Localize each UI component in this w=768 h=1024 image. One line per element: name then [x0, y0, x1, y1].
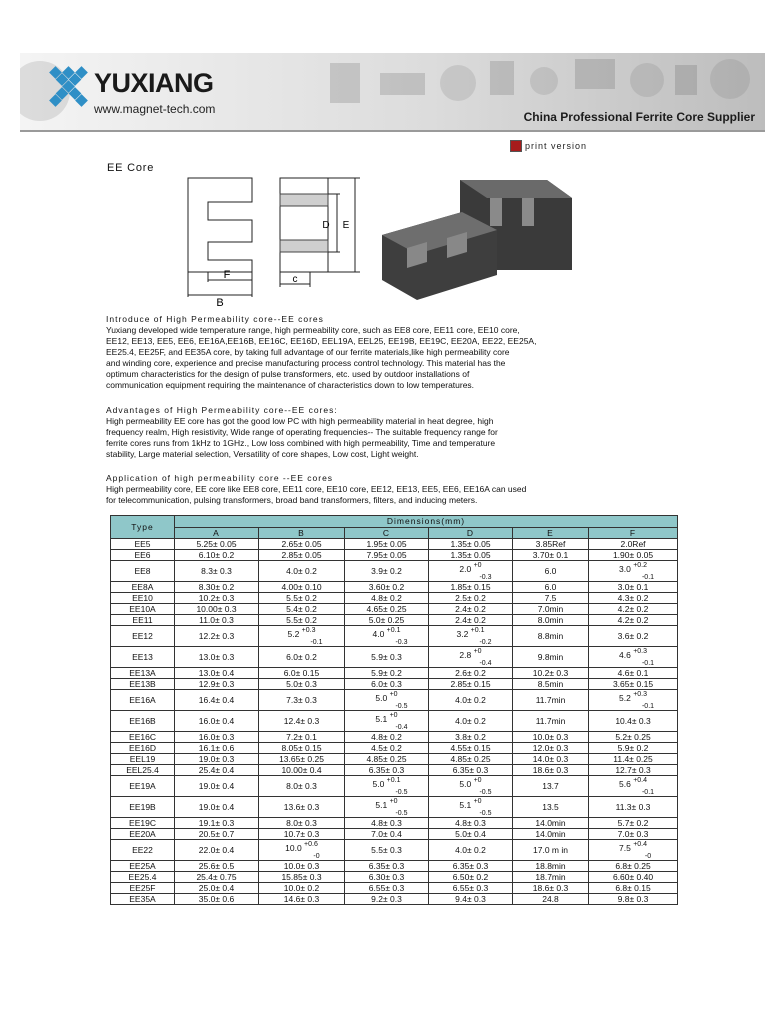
table-row: [111, 872, 678, 883]
dimension-cell: 19.1± 0.3: [175, 818, 259, 829]
column-header: B: [259, 527, 345, 539]
dimension-cell: 6.55± 0.3: [429, 883, 513, 894]
dimension-cell: 4.3± 0.2: [589, 593, 678, 604]
dimension-cell: 7.3± 0.3: [259, 690, 345, 711]
dimension-cell: 12.7± 0.3: [589, 765, 678, 776]
dimension-cell: 5.0± 0.4: [429, 829, 513, 840]
label-b: B: [216, 297, 224, 309]
dimension-cell: 25.0± 0.4: [175, 883, 259, 894]
table-row: [111, 754, 678, 765]
table-row: [111, 582, 678, 593]
dimension-cell: 2.85± 0.05: [259, 550, 345, 561]
dimension-cell: 10.0± 0.2: [259, 883, 345, 894]
table-row: [111, 690, 678, 711]
dimension-cell: 13.6± 0.3: [259, 797, 345, 818]
table-row: [111, 668, 678, 679]
label-d: D: [322, 220, 330, 231]
dimension-cell: 11.7min: [513, 690, 589, 711]
table-row: [111, 894, 678, 905]
section-advantages: [106, 405, 606, 460]
dimension-cell: 3.70± 0.1: [513, 550, 589, 561]
paragraph-line: High permeability core, EE core like EE8 core, EE11 core, EE10 core, EE12, EE13, EE5, EE6, EE16A can used: [106, 484, 527, 494]
dimension-cell: 14.6± 0.3: [259, 894, 345, 905]
dimension-cell: 10.2± 0.3: [175, 593, 259, 604]
dimension-cell: 2.8 $^{+0}$ -0.4: [429, 647, 513, 668]
dimension-cell: 5.2 $^{+0.3}$ -0.1: [259, 626, 345, 647]
paragraph-line: EE12, EE13, EE5, EE6, EE16A,EE16B, EE16C, EE16D, EEL19A, EEL25, EE19B, EE19C, EE20A, EE22, EE25A,: [106, 336, 537, 346]
dimension-cell: 4.6 $^{+0.3}$ -0.1: [589, 647, 678, 668]
dimension-cell: 8.0± 0.3: [259, 776, 345, 797]
dimension-cell: 17.0 m in: [513, 840, 589, 861]
dimension-cell: 6.0± 0.3: [345, 679, 429, 690]
table-row: [111, 539, 678, 550]
paragraph-line: High permeability EE core has got the good low PC with high permeability material in heat degree, high: [106, 416, 494, 426]
dimension-cell: 18.6± 0.3: [513, 765, 589, 776]
label-c: c: [292, 274, 298, 285]
column-header: A: [175, 527, 259, 539]
print-icon: [510, 140, 522, 152]
core-type-cell: EE19A: [111, 776, 175, 797]
dimension-cell: 4.85± 0.25: [429, 754, 513, 765]
dimension-cell: 8.3± 0.3: [175, 561, 259, 582]
dimension-cell: 3.9± 0.2: [345, 561, 429, 582]
core-type-cell: EE25.4: [111, 872, 175, 883]
dimension-cell: 11.0± 0.3: [175, 615, 259, 626]
dimension-cell: 6.0± 0.2: [259, 647, 345, 668]
dimension-cell: 3.6± 0.2: [589, 626, 678, 647]
table-row: [111, 883, 678, 894]
print-version-link[interactable]: [510, 140, 587, 152]
core-type-cell: EE16A: [111, 690, 175, 711]
dimension-cell: 3.85Ref: [513, 539, 589, 550]
brand-name: YUXIANG: [94, 68, 214, 98]
core-type-cell: EE11: [111, 615, 175, 626]
core-type-cell: EE13B: [111, 679, 175, 690]
dimension-cell: 18.6± 0.3: [513, 883, 589, 894]
dimension-cell: 10.4± 0.3: [589, 711, 678, 732]
table-row: [111, 550, 678, 561]
dimension-cell: 5.5± 0.2: [259, 593, 345, 604]
dimension-cell: 4.8± 0.3: [429, 818, 513, 829]
decorative-core-image: [380, 73, 425, 95]
dimension-cell: 4.0± 0.2: [429, 711, 513, 732]
tagline: China Professional Ferrite Core Supplier: [523, 110, 755, 124]
dimension-cell: 5.2± 0.25: [589, 732, 678, 743]
dimension-cell: 5.0 $^{+0}$ -0.5: [429, 776, 513, 797]
dimension-cell: 10.0± 0.3: [513, 732, 589, 743]
dimension-cell: 6.10± 0.2: [175, 550, 259, 561]
table-row: [111, 615, 678, 626]
core-type-cell: EE6: [111, 550, 175, 561]
dimension-cell: 4.5± 0.2: [345, 743, 429, 754]
dimension-cell: 19.0± 0.4: [175, 776, 259, 797]
table-row: [111, 679, 678, 690]
dimension-cell: 7.5 $^{+0.4}$ -0: [589, 840, 678, 861]
core-type-cell: EE12: [111, 626, 175, 647]
dimension-cell: 13.5: [513, 797, 589, 818]
dimension-cell: 16.0± 0.3: [175, 732, 259, 743]
table-row: [111, 647, 678, 668]
column-header: D: [429, 527, 513, 539]
dimension-cell: 8.30± 0.2: [175, 582, 259, 593]
core-type-cell: EE8: [111, 561, 175, 582]
table-row: [111, 743, 678, 754]
core-type-cell: EE19B: [111, 797, 175, 818]
decorative-core-image: [675, 65, 697, 95]
table-row: [111, 604, 678, 615]
dimension-cell: 4.65± 0.25: [345, 604, 429, 615]
dimension-cell: 11.7min: [513, 711, 589, 732]
dimension-cell: 5.0 $^{+0}$ -0.5: [345, 690, 429, 711]
dimension-cell: 12.9± 0.3: [175, 679, 259, 690]
dimension-cell: 7.0min: [513, 604, 589, 615]
dimension-cell: 12.4± 0.3: [259, 711, 345, 732]
dimension-cell: 5.4± 0.2: [259, 604, 345, 615]
dimension-cell: 16.4± 0.4: [175, 690, 259, 711]
core-type-cell: EE35A: [111, 894, 175, 905]
yuxiang-logo-icon: [48, 65, 90, 107]
dimension-cell: 5.1 $^{+0}$ -0.5: [345, 797, 429, 818]
dimension-cell: 10.7± 0.3: [259, 829, 345, 840]
dimension-cell: 24.8: [513, 894, 589, 905]
dimension-cell: 19.0± 0.4: [175, 797, 259, 818]
dimension-cell: 25.6± 0.5: [175, 861, 259, 872]
dimension-cell: 10.00± 0.4: [259, 765, 345, 776]
dimension-cell: 6.60± 0.40: [589, 872, 678, 883]
paragraph-line: ferrite cores runs from 1kHz to 1GHz., Low loss combined with high permeability, Time and temperature: [106, 438, 496, 448]
dimension-cell: 4.85± 0.25: [345, 754, 429, 765]
dimension-cell: 10.00± 0.3: [175, 604, 259, 615]
dimension-cell: 19.0± 0.3: [175, 754, 259, 765]
dimension-cell: 2.4± 0.2: [429, 604, 513, 615]
dimension-cell: 4.6± 0.1: [589, 668, 678, 679]
paragraph-line: stability, Large material selection, Versatility of core shapes, Low cost, Light weight.: [106, 449, 419, 459]
dimension-cell: 9.8± 0.3: [589, 894, 678, 905]
dimension-cell: 14.0min: [513, 818, 589, 829]
table-row: [111, 818, 678, 829]
core-type-cell: EE20A: [111, 829, 175, 840]
core-type-cell: EE19C: [111, 818, 175, 829]
dimension-cell: 5.1 $^{+0}$ -0.4: [345, 711, 429, 732]
dimension-cell: 2.65± 0.05: [259, 539, 345, 550]
dimension-cell: 6.35± 0.3: [345, 861, 429, 872]
dimension-cell: 5.6 $^{+0.4}$ -0.1: [589, 776, 678, 797]
dimension-cell: 5.1 $^{+0}$ -0.5: [429, 797, 513, 818]
core-type-cell: EE5: [111, 539, 175, 550]
dimension-cell: 11.3± 0.3: [589, 797, 678, 818]
dimension-cell: 8.0min: [513, 615, 589, 626]
dimension-cell: 5.7± 0.2: [589, 818, 678, 829]
core-type-cell: EE10: [111, 593, 175, 604]
table-row: [111, 861, 678, 872]
dimension-cell: 9.4± 0.3: [429, 894, 513, 905]
dimension-cell: 13.0± 0.3: [175, 647, 259, 668]
paragraph-line: frequency realm, High resistivity, Wide range of operating frequencies-- The suitable frequency range for: [106, 427, 498, 437]
dimension-cell: 1.90± 0.05: [589, 550, 678, 561]
table-row: [111, 797, 678, 818]
dimension-cell: 9.2± 0.3: [345, 894, 429, 905]
dimension-cell: 22.0± 0.4: [175, 840, 259, 861]
dimension-cell: 7.5: [513, 593, 589, 604]
ee-core-photo: [372, 170, 592, 310]
core-type-cell: EE8A: [111, 582, 175, 593]
core-type-cell: EE16D: [111, 743, 175, 754]
dimension-cell: 6.0: [513, 561, 589, 582]
dimension-cell: 10.0 $^{+0.6}$ -0: [259, 840, 345, 861]
dimensions-table: [110, 515, 678, 905]
core-type-cell: EEL25.4: [111, 765, 175, 776]
paragraph-line: for telecommunication, pulsing transformers, broad band transformers, filters, and inducing meters.: [106, 495, 478, 505]
dimension-cell: 4.0 $^{+0.1}$ -0.3: [345, 626, 429, 647]
dimension-cell: 5.0± 0.25: [345, 615, 429, 626]
table-row: [111, 593, 678, 604]
dimension-cell: 13.0± 0.4: [175, 668, 259, 679]
core-type-cell: EE22: [111, 840, 175, 861]
dimension-cell: 3.0 $^{+0.2}$ -0.1: [589, 561, 678, 582]
section-heading: Introduce of High Permeability core--EE cores: [106, 314, 324, 324]
dimension-cell: 6.8± 0.25: [589, 861, 678, 872]
section-application: [106, 473, 606, 506]
column-header: E: [513, 527, 589, 539]
dimension-cell: 8.5min: [513, 679, 589, 690]
dimension-cell: 18.8min: [513, 861, 589, 872]
dimension-cell: 4.00± 0.10: [259, 582, 345, 593]
dimension-cell: 12.0± 0.3: [513, 743, 589, 754]
site-url[interactable]: www.magnet-tech.com: [94, 102, 216, 116]
core-type-cell: EEL19: [111, 754, 175, 765]
decorative-core-image: [530, 67, 558, 95]
dimension-cell: 3.60± 0.2: [345, 582, 429, 593]
dimension-cell: 18.7min: [513, 872, 589, 883]
dimension-cell: 9.8min: [513, 647, 589, 668]
dimension-cell: 4.2± 0.2: [589, 615, 678, 626]
paragraph-line: and winding core, experience and precise manufacturing process control technology. This material has the: [106, 358, 506, 368]
section-introduce: [106, 314, 606, 391]
core-type-cell: EE16C: [111, 732, 175, 743]
dimension-cell: 5.9± 0.2: [589, 743, 678, 754]
dimension-cell: 1.95± 0.05: [345, 539, 429, 550]
dimension-cell: 15.85± 0.3: [259, 872, 345, 883]
ee-core-dimension-drawing: [180, 172, 365, 312]
type-header: Type: [111, 516, 175, 539]
label-f: F: [223, 269, 231, 281]
decorative-core-image: [575, 59, 615, 89]
dimensions-header: Dimensions(mm): [175, 516, 678, 528]
dimension-cell: 1.85± 0.15: [429, 582, 513, 593]
table-row: [111, 626, 678, 647]
core-type-cell: EE13: [111, 647, 175, 668]
dimension-cell: 25.4± 0.75: [175, 872, 259, 883]
dimension-cell: 25.4± 0.4: [175, 765, 259, 776]
dimension-cell: 8.0± 0.3: [259, 818, 345, 829]
dimension-cell: 6.35± 0.3: [429, 765, 513, 776]
dimension-cell: 4.0± 0.2: [429, 690, 513, 711]
core-type-cell: EE25F: [111, 883, 175, 894]
dimension-cell: 5.2 $^{+0.3}$ -0.1: [589, 690, 678, 711]
section-heading: Application of high permeability core --EE cores: [106, 473, 334, 483]
column-header: C: [345, 527, 429, 539]
section-heading: Advantages of High Permeability core--EE cores:: [106, 405, 338, 415]
dimension-cell: 5.9± 0.2: [345, 668, 429, 679]
table-row: [111, 711, 678, 732]
dimension-cell: 4.8± 0.3: [345, 818, 429, 829]
dimension-cell: 1.35± 0.05: [429, 550, 513, 561]
core-type-cell: EE25A: [111, 861, 175, 872]
dimension-cell: 7.0± 0.4: [345, 829, 429, 840]
decorative-core-image: [490, 61, 514, 95]
dimension-cell: 13.7: [513, 776, 589, 797]
dimension-cell: 2.4± 0.2: [429, 615, 513, 626]
dimension-cell: 35.0± 0.6: [175, 894, 259, 905]
table-row: [111, 561, 678, 582]
dimension-cell: 6.35± 0.3: [345, 765, 429, 776]
dimension-cell: 14.0min: [513, 829, 589, 840]
dimension-cell: 5.9± 0.3: [345, 647, 429, 668]
print-version-label: print version: [525, 141, 588, 151]
dimension-cell: 8.05± 0.15: [259, 743, 345, 754]
table-row: [111, 829, 678, 840]
dimension-cell: 7.2± 0.1: [259, 732, 345, 743]
header-banner: [20, 53, 765, 132]
table-row: [111, 776, 678, 797]
dimension-cell: 16.0± 0.4: [175, 711, 259, 732]
decorative-core-image: [630, 63, 664, 97]
dimension-cell: 4.0± 0.2: [429, 840, 513, 861]
dimension-cell: 2.5± 0.2: [429, 593, 513, 604]
page-title: EE Core: [107, 162, 155, 174]
dimension-cell: 5.25± 0.05: [175, 539, 259, 550]
dimension-cell: 4.55± 0.15: [429, 743, 513, 754]
dimension-cell: 6.0± 0.15: [259, 668, 345, 679]
paragraph-line: optimum characteristics for the design of pulse transformers, etc. used by outdoor installations of: [106, 369, 470, 379]
table-row: [111, 840, 678, 861]
dimension-cell: 4.8± 0.2: [345, 732, 429, 743]
paragraph-line: Yuxiang developed wide temperature range, high permeability core, such as EE8 core, EE11 core, EE10 core,: [106, 325, 520, 335]
dimension-cell: 5.0 $^{+0.1}$ -0.5: [345, 776, 429, 797]
decorative-core-image: [710, 59, 750, 99]
dimension-cell: 5.0± 0.3: [259, 679, 345, 690]
dimension-cell: 3.2 $^{+0.1}$ -0.2: [429, 626, 513, 647]
dimension-cell: 7.0± 0.3: [589, 829, 678, 840]
dimension-cell: 4.2± 0.2: [589, 604, 678, 615]
label-e: E: [342, 220, 350, 231]
core-type-cell: EE10A: [111, 604, 175, 615]
dimension-cell: 6.30± 0.3: [345, 872, 429, 883]
dimension-cell: 20.5± 0.7: [175, 829, 259, 840]
table-row: [111, 765, 678, 776]
dimension-cell: 12.2± 0.3: [175, 626, 259, 647]
dimension-cell: 10.0± 0.3: [259, 861, 345, 872]
paragraph-line: communication equipment requiring the maintenance of characteristics down to low temperatures.: [106, 380, 475, 390]
dimension-cell: 13.65± 0.25: [259, 754, 345, 765]
core-type-cell: EE16B: [111, 711, 175, 732]
dimension-cell: 5.5± 0.2: [259, 615, 345, 626]
dimension-cell: 4.8± 0.2: [345, 593, 429, 604]
dimension-cell: 3.0± 0.1: [589, 582, 678, 593]
dimension-cell: 4.0± 0.2: [259, 561, 345, 582]
dimension-cell: 2.0 $^{+0}$ -0.3: [429, 561, 513, 582]
dimension-cell: 6.55± 0.3: [345, 883, 429, 894]
dimension-cell: 11.4± 0.25: [589, 754, 678, 765]
table-row: [111, 732, 678, 743]
paragraph-line: EE25.4, EE25F, and EE35A core, by taking full advantage of our ferrite materials,like high permeability core: [106, 347, 510, 357]
decorative-core-image: [330, 63, 360, 103]
dimension-cell: 3.65± 0.15: [589, 679, 678, 690]
core-type-cell: EE13A: [111, 668, 175, 679]
dimension-cell: 2.85± 0.15: [429, 679, 513, 690]
dimension-cell: 7.95± 0.05: [345, 550, 429, 561]
dimension-cell: 3.8± 0.2: [429, 732, 513, 743]
dimension-cell: 10.2± 0.3: [513, 668, 589, 679]
dimension-cell: 2.0Ref: [589, 539, 678, 550]
dimension-cell: 5.5± 0.3: [345, 840, 429, 861]
dimension-cell: 1.35± 0.05: [429, 539, 513, 550]
dimension-cell: 6.50± 0.2: [429, 872, 513, 883]
column-header: F: [589, 527, 678, 539]
dimension-cell: 16.1± 0.6: [175, 743, 259, 754]
dimension-cell: 6.8± 0.15: [589, 883, 678, 894]
dimension-cell: 14.0± 0.3: [513, 754, 589, 765]
dimension-cell: 8.8min: [513, 626, 589, 647]
dimension-cell: 6.35± 0.3: [429, 861, 513, 872]
dimension-cell: 2.6± 0.2: [429, 668, 513, 679]
decorative-core-image: [440, 65, 476, 101]
dimension-cell: 6.0: [513, 582, 589, 593]
